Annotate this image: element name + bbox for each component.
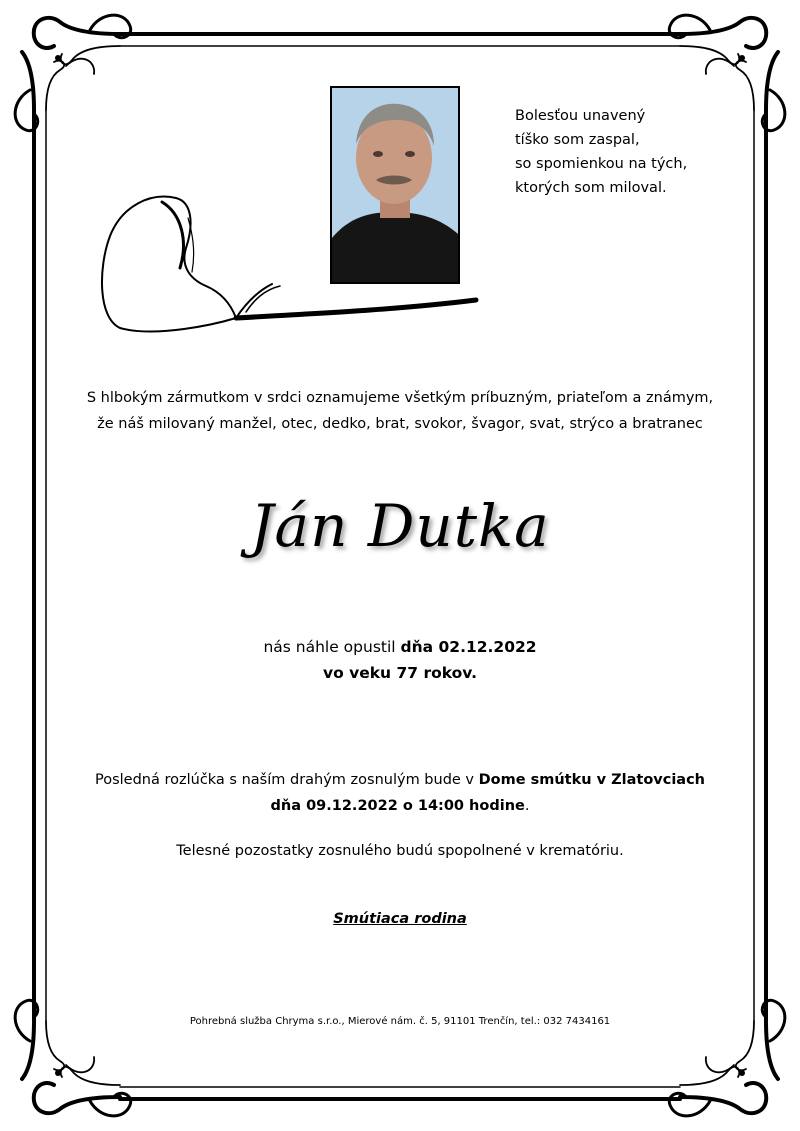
funeral-suffix: . bbox=[524, 798, 530, 814]
age-text: vo veku 77 rokov. bbox=[322, 664, 478, 682]
death-date-line bbox=[60, 634, 740, 660]
intro-line-2: že náš milovaný manžel, otec, dedko, brat, svokor, švagor, svat, strýco a bratranec bbox=[97, 416, 703, 432]
death-prefix: nás náhle opustil bbox=[263, 638, 401, 656]
remains-note: Telesné pozostatky zosnulého budú spopolnené v krematóriu. bbox=[176, 843, 624, 859]
announcement-intro bbox=[60, 385, 740, 437]
intro-line-1: S hlbokým zármutkom v srdci oznamujeme všetkým príbuzným, priateľom a známym, bbox=[86, 390, 714, 406]
funeral-place-line bbox=[60, 767, 740, 793]
verse-line: so spomienkou na tých, bbox=[515, 156, 688, 172]
funeral-info bbox=[60, 767, 740, 819]
funeral-place: Dome smútku v Zlatovciach bbox=[478, 772, 706, 788]
death-info bbox=[60, 634, 740, 686]
deceased-name: Ján Dutka bbox=[250, 492, 550, 560]
portrait-illustration bbox=[332, 88, 458, 282]
portrait-photo bbox=[330, 86, 460, 284]
funeral-prefix: Posledná rozlúčka s naším drahým zosnulým bude v bbox=[94, 772, 479, 788]
family-signature: Smútiaca rodina bbox=[333, 911, 467, 927]
funeral-datetime: dňa 09.12.2022 o 14:00 hodine bbox=[270, 798, 525, 814]
funeral-service-footer: Pohrebná služba Chryma s.r.o., Mierové nám. č. 5, 91101 Trenčín, tel.: 032 7434161 bbox=[189, 1016, 611, 1027]
verse-line: Bolesťou unavený bbox=[515, 108, 646, 124]
memorial-verse bbox=[515, 104, 755, 200]
verse-line: tíško som zaspal, bbox=[515, 132, 640, 148]
funeral-datetime-line bbox=[60, 793, 740, 819]
death-date: dňa 02.12.2022 bbox=[400, 638, 537, 656]
verse-line: ktorých som miloval. bbox=[515, 180, 667, 196]
death-age bbox=[60, 660, 740, 686]
